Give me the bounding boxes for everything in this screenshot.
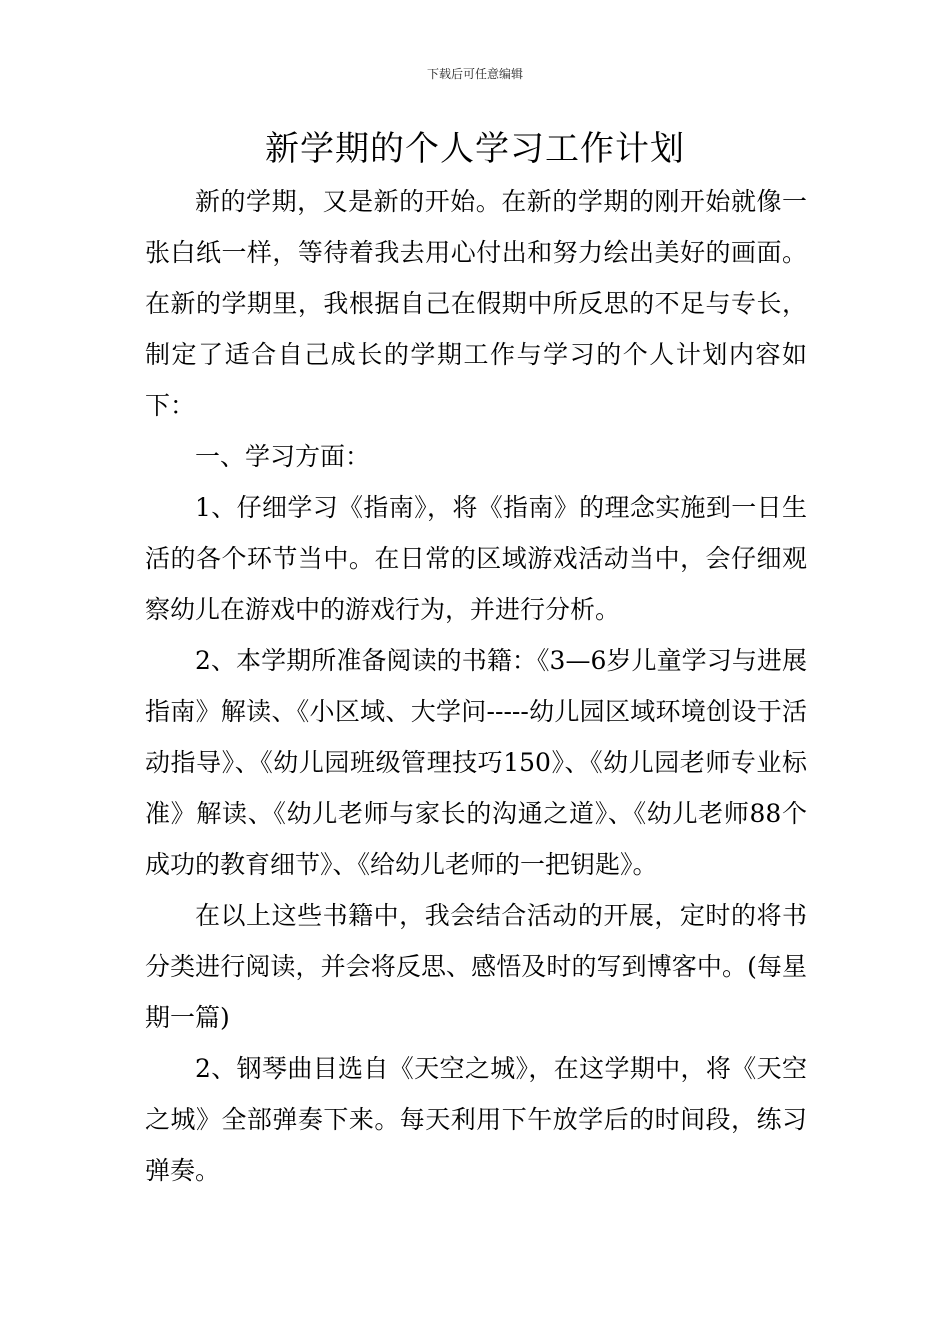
paragraph-section-heading: 一、学习方面： xyxy=(195,442,371,471)
document-body xyxy=(145,176,807,1196)
paragraph-item-2-books: 2、本学期所准备阅读的书籍：《3—6岁儿童学习与进展指南》解读、《小区域、大学问-----幼儿园区域环境创设于活动指导》、《幼儿园班级管理技巧150》、《幼儿园老师专业标准》解读、《幼儿老师与家长的沟通之道》、《幼儿老师88个成功的教育细节》、《给幼儿老师的一把钥匙》。 xyxy=(145,646,807,879)
paragraph-intro: 新的学期，又是新的开始。在新的学期的刚开始就像一张白纸一样，等待着我去用心付出和努力绘出美好的画面。在新的学期里，我根据自己在假期中所反思的不足与专长，制定了适合自己成长的学期工作与学习的个人计划内容如下： xyxy=(145,187,807,420)
paragraph-item-2-piano: 2、钢琴曲目选自《天空之城》，在这学期中，将《天空之城》全部弹奏下来。每天利用下午放学后的时间段，练习弹奏。 xyxy=(145,1054,807,1185)
paragraph-item-1: 1、仔细学习《指南》，将《指南》的理念实施到一日生活的各个环节当中。在日常的区域游戏活动当中，会仔细观察幼儿在游戏中的游戏行为，并进行分析。 xyxy=(145,493,807,624)
header-note: 下载后可任意编辑 xyxy=(426,67,523,81)
document-title: 新学期的个人学习工作计划 xyxy=(265,129,685,169)
paragraph-reading-plan: 在以上这些书籍中，我会结合活动的开展，定时的将书分类进行阅读，并会将反思、感悟及时的写到博客中。(每星期一篇) xyxy=(145,901,807,1032)
